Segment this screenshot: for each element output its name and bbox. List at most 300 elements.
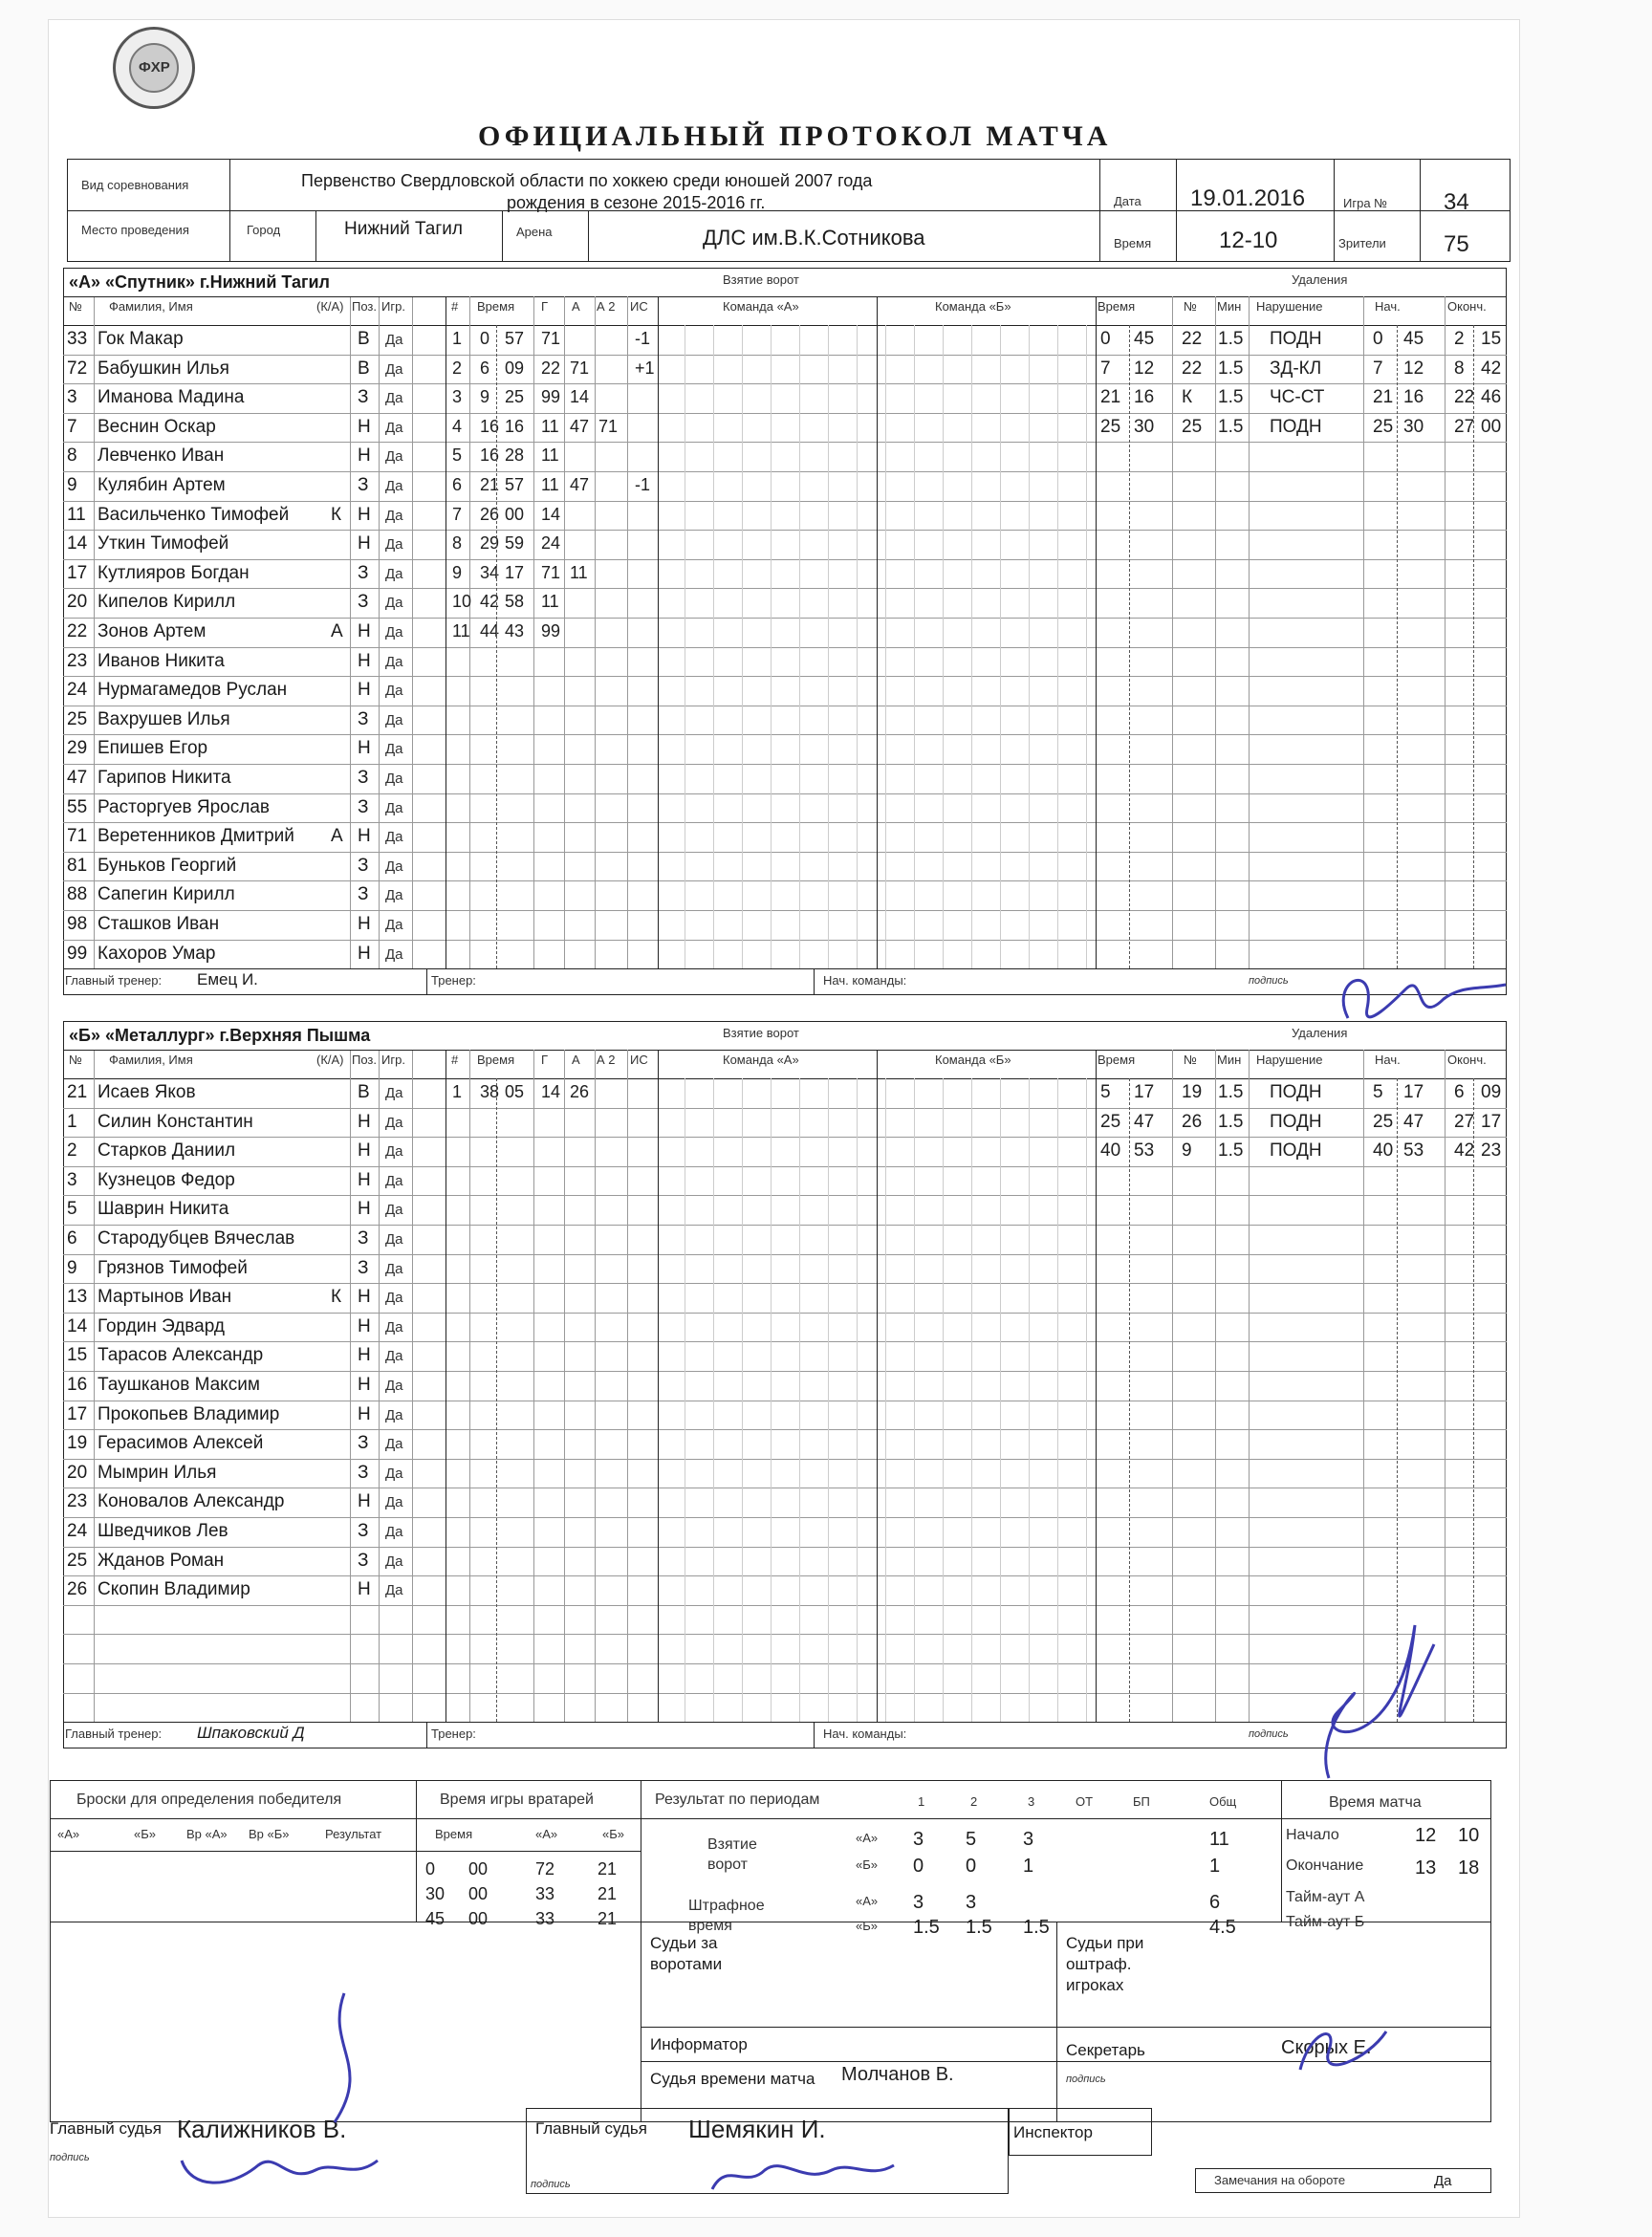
goal-cell: 05 (505, 1082, 525, 1101)
player-name: Епишев Егор (98, 738, 208, 759)
col-play: Игр. (381, 1053, 405, 1067)
player-role: К (331, 1287, 342, 1308)
coach-label: Главный тренер: (65, 973, 163, 988)
time-value: 12-10 (1219, 228, 1278, 253)
player-position: В (358, 1082, 370, 1102)
row-line (63, 1225, 1507, 1226)
grid-cell (1057, 1078, 1058, 1722)
grid-cell (857, 325, 858, 968)
player-name: Кутлияров Богдан (98, 562, 250, 583)
sign-label-sec: подпись (1066, 2074, 1106, 2085)
penalty-cell: 21 (1100, 387, 1121, 408)
goal-cell: 71 (541, 329, 561, 348)
player-name: Старков Даниил (98, 1140, 236, 1162)
penalty-cell: 45 (1403, 329, 1424, 349)
goal-cell: 99 (541, 621, 561, 641)
player-number: 81 (67, 855, 88, 876)
player-played: Да (385, 507, 403, 524)
col-line (1445, 1050, 1446, 1722)
row-line (63, 1371, 1507, 1372)
goal-cell: 58 (505, 592, 525, 612)
player-position: З (358, 1433, 369, 1454)
gk-cell: 45 (425, 1909, 446, 1928)
time-sep (496, 1078, 497, 1722)
player-played: Да (385, 419, 403, 436)
player-position: З (358, 1257, 369, 1278)
goal-cell: -1 (635, 329, 651, 348)
col-line (1096, 296, 1097, 968)
col-line (1096, 1050, 1097, 1722)
penalty-cell: 53 (1403, 1140, 1424, 1162)
player-position: З (358, 387, 369, 408)
line (814, 1722, 815, 1748)
col-line (379, 296, 380, 968)
col-pos: Поз. (352, 299, 377, 314)
penalty-cell: 47 (1134, 1111, 1155, 1132)
grid-cell (1000, 325, 1001, 968)
penalty-cell: 7 (1100, 358, 1111, 379)
goals-title: Взятие ворот (723, 272, 799, 287)
player-number: 3 (67, 387, 77, 408)
grid-cell (1029, 325, 1030, 968)
penalty-cell: 30 (1403, 416, 1424, 437)
period-cell: 4.5 (1209, 1917, 1236, 1938)
penalty-cell: 25 (1182, 416, 1203, 437)
penalty-cell: 27 (1454, 1111, 1475, 1132)
player-played: Да (385, 565, 403, 582)
secretary-signature (1281, 2012, 1396, 2084)
gk-time: Время (435, 1827, 473, 1841)
goal-cell: 00 (505, 504, 525, 524)
row-line (63, 618, 1507, 619)
period-team: «Б» (856, 1857, 878, 1872)
player-name: Бабушкин Илья (98, 358, 229, 379)
col-viol: Нарушение (1256, 299, 1323, 314)
player-name: Сапегин Кирилл (98, 884, 235, 905)
line (446, 1050, 1507, 1051)
grid-cell (828, 325, 829, 968)
arena-label: Арена (516, 225, 553, 239)
player-played: Да (385, 1348, 403, 1365)
goal-cell: +1 (635, 358, 655, 378)
captain-label: Нач. команды: (823, 1727, 907, 1742)
period-cell: 3 (966, 1892, 977, 1913)
player-name: Жданов Роман (98, 1550, 225, 1571)
grid-cell (971, 325, 972, 968)
player-played: Да (385, 1231, 403, 1248)
timekeeper-label: Судья времени матча (650, 2070, 815, 2088)
row-line (63, 501, 1507, 502)
spectators-value: 75 (1444, 231, 1469, 257)
penalty-cell: ЗД-КЛ (1270, 358, 1322, 379)
period-cell: 0 (966, 1856, 977, 1877)
col-ptime: Время (1098, 299, 1136, 314)
penalty-cell: 27 (1454, 416, 1475, 437)
period-1: 1 (918, 1794, 925, 1809)
row-line (63, 413, 1507, 414)
penalty-cell: 16 (1134, 387, 1155, 408)
player-number: 13 (67, 1287, 88, 1308)
goal-cell: 16 (505, 416, 525, 436)
player-name: Веретенников Дмитрий (98, 826, 294, 847)
player-played: Да (385, 1436, 403, 1453)
player-name: Кузнецов Федор (98, 1169, 235, 1190)
date-value: 19.01.2016 (1190, 185, 1306, 211)
penalty-cell: 1.5 (1218, 1140, 1244, 1162)
col-num: № (69, 299, 82, 314)
row-line (63, 676, 1507, 677)
inspector-label: Инспектор (1013, 2123, 1093, 2141)
col-end: Оконч. (1447, 1053, 1487, 1067)
player-played: Да (385, 536, 403, 554)
gk-cell: 72 (535, 1859, 555, 1879)
player-played: Да (385, 711, 403, 728)
goal-cell: 26 (480, 504, 500, 524)
grid-cell (799, 1078, 800, 1722)
gk-a: «А» (535, 1827, 558, 1841)
fhr-logo (113, 27, 195, 109)
col-start: Нач. (1375, 299, 1401, 314)
goal-cell: 1 (452, 1082, 463, 1101)
place-label: Место проведения (81, 223, 189, 237)
period-cell: 0 (913, 1856, 924, 1877)
comp-label: Вид соревнования (81, 178, 189, 192)
player-number: 21 (67, 1082, 88, 1102)
grid-cell (1086, 325, 1087, 968)
player-name: Кахоров Умар (98, 943, 216, 964)
penalty-cell: 1.5 (1218, 1082, 1244, 1102)
goal-cell: 99 (541, 387, 561, 407)
line (63, 1050, 446, 1051)
line (63, 325, 1507, 326)
gk-cell: 21 (598, 1859, 618, 1879)
row-line (63, 1108, 1507, 1109)
line (426, 1722, 427, 1748)
player-position: Н (358, 621, 371, 641)
player-position: Н (358, 1375, 371, 1395)
col-line (379, 1050, 380, 1722)
goal-cell: 57 (505, 329, 525, 348)
col-a2: А 2 (597, 1053, 616, 1067)
player-name: Гордин Эдвард (98, 1315, 225, 1336)
period-ot: ОТ (1076, 1794, 1094, 1809)
player-name: Шаврин Никита (98, 1199, 229, 1220)
city-value: Нижний Тагил (344, 219, 463, 239)
coach-b-signature (1272, 1606, 1444, 1797)
period-cell: 3 (913, 1829, 924, 1850)
penalty-cell: 15 (1481, 329, 1502, 349)
col-a: А (572, 299, 580, 314)
period-cell: 11 (1209, 1829, 1229, 1850)
row-line (63, 1313, 1507, 1314)
row-line (63, 793, 1507, 794)
player-position: Н (358, 826, 371, 847)
goal-cell: 71 (541, 562, 561, 582)
col-pmin: Мин (1217, 299, 1242, 314)
penalty-cell: 7 (1373, 358, 1383, 379)
trainer-label: Тренер: (431, 973, 476, 988)
goal-cell: 21 (480, 475, 500, 494)
penalty-cell: 23 (1481, 1140, 1502, 1162)
ref2-sign-label: подпись (531, 2179, 571, 2190)
period-cell: 1 (1209, 1856, 1221, 1877)
player-position: Н (358, 533, 371, 554)
player-played: Да (385, 1085, 403, 1101)
col-line (658, 1050, 659, 1722)
player-played: Да (385, 1143, 403, 1161)
grid-cell (742, 325, 743, 968)
penalty-cell: 22 (1182, 329, 1203, 349)
line (446, 296, 1507, 297)
informer-label: Информатор (650, 2035, 748, 2053)
player-number: 14 (67, 1315, 88, 1336)
player-position: З (358, 1462, 369, 1483)
row-line (63, 1459, 1507, 1460)
player-position: З (358, 855, 369, 876)
gk-cell: 00 (468, 1909, 489, 1928)
row-line (63, 968, 1507, 969)
goal-cell: 26 (570, 1082, 590, 1101)
player-number: 7 (67, 416, 77, 437)
col-end: Оконч. (1447, 299, 1487, 314)
row-line (63, 1137, 1507, 1138)
player-name: Сташков Иван (98, 914, 220, 934)
periods-title: Результат по периодам (655, 1792, 820, 1808)
end-m: 18 (1458, 1857, 1480, 1879)
goal-cell: 1 (452, 329, 463, 348)
player-number: 8 (67, 445, 77, 467)
player-position: Н (358, 680, 371, 701)
col-line (1363, 296, 1364, 968)
player-name: Веснин Оскар (98, 416, 216, 437)
player-played: Да (385, 799, 403, 816)
penalty-cell: 42 (1454, 1140, 1475, 1162)
grid-cell (771, 1078, 772, 1722)
row-line (63, 880, 1507, 881)
player-name: Тарасов Александр (98, 1345, 264, 1366)
grid-cell (914, 1078, 915, 1722)
grid-cell (713, 1078, 714, 1722)
player-name: Мартынов Иван (98, 1287, 232, 1308)
gk-cell: 00 (468, 1884, 489, 1903)
timekeeper-name: Молчанов В. (841, 2064, 954, 2085)
row-line (63, 471, 1507, 472)
penalty-cell: 1.5 (1218, 387, 1244, 408)
col-ka: (К/А) (316, 299, 344, 314)
goal-cell: 71 (598, 416, 619, 436)
sign-label: подпись (1249, 975, 1289, 988)
player-number: 11 (67, 504, 86, 525)
player-number: 29 (67, 738, 88, 759)
player-played: Да (385, 1318, 403, 1336)
penalty-cell: 1.5 (1218, 329, 1244, 349)
goal-cell: 29 (480, 533, 500, 554)
penalty-cell: К (1182, 387, 1193, 408)
col-line (564, 1050, 565, 1722)
player-played: Да (385, 624, 403, 641)
row-line (63, 1429, 1507, 1430)
grid-cell (799, 325, 800, 968)
shootout-title: Броски для определения победителя (76, 1792, 342, 1808)
col-line (627, 1050, 628, 1722)
player-number: 16 (67, 1375, 88, 1395)
start-h: 12 (1415, 1825, 1437, 1846)
gk-b: «Б» (602, 1827, 624, 1841)
city-label: Город (247, 223, 281, 237)
player-position: З (358, 796, 369, 817)
pen-sep (1129, 325, 1130, 968)
player-number: 25 (67, 708, 88, 729)
period-3: 3 (1028, 1794, 1035, 1809)
row-line (63, 1575, 1507, 1576)
player-name: Прокопьев Владимир (98, 1403, 280, 1424)
player-played: Да (385, 360, 403, 378)
pen-label: Штрафное время (688, 1898, 765, 1934)
player-name: Васильченко Тимофей (98, 504, 290, 525)
player-played: Да (385, 917, 403, 933)
penalty-cell: 22 (1454, 387, 1475, 408)
penalty-cell: 53 (1134, 1140, 1155, 1162)
col-line (1172, 296, 1173, 968)
col-pos: Поз. (352, 1053, 377, 1067)
player-position: Н (358, 943, 371, 964)
row-line (63, 1283, 1507, 1284)
ref2-signature (707, 2151, 899, 2199)
player-position: З (358, 1550, 369, 1571)
player-name: Таушканов Максим (98, 1375, 260, 1395)
player-name: Исаев Яков (98, 1082, 196, 1102)
player-played: Да (385, 595, 403, 612)
game-label: Игра № (1343, 196, 1388, 210)
period-cell: 3 (913, 1892, 924, 1913)
goals-title: Взятие ворот (723, 1026, 799, 1040)
goal-cell: 7 (452, 504, 463, 524)
team-title: «Б» «Металлург» г.Верхняя Пышма (69, 1026, 371, 1045)
penalty-cell: 17 (1481, 1111, 1502, 1132)
player-position: З (358, 768, 369, 788)
player-number: 22 (67, 621, 88, 641)
col-name: Фамилия, Имя (109, 1053, 193, 1067)
player-played: Да (385, 1553, 403, 1570)
player-position: Н (358, 1403, 371, 1424)
page-title: ОФИЦИАЛЬНЫЙ ПРОТОКОЛ МАТЧА (478, 120, 1112, 152)
player-position: В (358, 329, 370, 349)
col-line (469, 1050, 470, 1722)
goal-cell: -1 (635, 475, 651, 494)
coach-a-signature (1319, 942, 1511, 1047)
goal-cell: 14 (541, 504, 561, 524)
player-name: Зонов Артем (98, 621, 206, 641)
row-line (63, 1547, 1507, 1548)
col-line (94, 296, 95, 968)
pens-title: Удаления (1292, 272, 1348, 287)
period-total: Общ (1209, 1794, 1237, 1809)
period-team: «А» (856, 1831, 879, 1845)
player-role: К (331, 504, 342, 525)
player-position: З (358, 562, 369, 583)
penalty-cell: 22 (1182, 358, 1203, 379)
penalty-cell: 5 (1373, 1082, 1383, 1102)
player-played: Да (385, 1582, 403, 1599)
start-label: Начало (1286, 1827, 1339, 1843)
goal-cell: 16 (480, 445, 500, 466)
penalty-cell: 40 (1100, 1140, 1121, 1162)
goal-cell: 71 (570, 358, 590, 378)
player-played: Да (385, 1290, 403, 1307)
player-position: Н (358, 738, 371, 759)
col-line (533, 296, 534, 968)
goal-cell: 14 (570, 387, 590, 407)
col-gn: # (451, 299, 459, 314)
player-played: Да (385, 1494, 403, 1511)
player-name: Грязнов Тимофей (98, 1257, 248, 1278)
goal-cell: 44 (480, 621, 500, 641)
gk-cell: 21 (598, 1884, 618, 1903)
player-name: Иванов Никита (98, 650, 225, 671)
player-name: Гок Макар (98, 329, 184, 349)
goal-cell: 6 (480, 358, 490, 378)
team-title: «А» «Спутник» г.Нижний Тагил (69, 272, 330, 292)
col-gtime: Время (477, 1053, 515, 1067)
col-start: Нач. (1375, 1053, 1401, 1067)
goal-cell: 5 (452, 445, 463, 466)
col-line (1445, 296, 1446, 968)
player-number: 2 (67, 1140, 77, 1162)
penalty-cell: 1.5 (1218, 416, 1244, 437)
goal-cell: 17 (505, 562, 525, 582)
col-teamA: Команда «А» (723, 1053, 799, 1067)
penalty-cell: 26 (1182, 1111, 1203, 1132)
time-label: Время (1114, 236, 1152, 250)
player-position: Н (358, 650, 371, 671)
player-number: 17 (67, 562, 88, 583)
player-position: Н (358, 504, 371, 525)
col-gn: # (451, 1053, 459, 1067)
period-bp: БП (1133, 1794, 1150, 1809)
goal-cell: 11 (541, 445, 559, 466)
player-position: З (358, 708, 369, 729)
player-position: Н (358, 1491, 371, 1512)
ref1-name: Калижников В. (177, 2115, 347, 2143)
player-number: 20 (67, 592, 88, 613)
row-line (63, 530, 1507, 531)
col-line (350, 1050, 351, 1722)
player-number: 9 (67, 1257, 77, 1278)
period-cell: 5 (966, 1829, 977, 1850)
player-position: З (358, 1228, 369, 1249)
penalty-cell: 46 (1481, 387, 1502, 408)
grid-cell (771, 325, 772, 968)
player-position: Н (358, 1199, 371, 1220)
ref1-signature (172, 2132, 382, 2199)
player-position: Н (358, 914, 371, 934)
player-played: Да (385, 1465, 403, 1482)
period-team: «А» (856, 1894, 879, 1908)
goal-cell: 22 (541, 358, 561, 378)
row-line (63, 940, 1507, 941)
player-played: Да (385, 945, 403, 963)
col-pmin: Мин (1217, 1053, 1242, 1067)
end-label: Окончание (1286, 1857, 1364, 1874)
col-line (94, 1050, 95, 1722)
ref2-label: Главный судья (535, 2119, 647, 2138)
player-number: 25 (67, 1550, 88, 1571)
goal-cell: 10 (452, 592, 472, 612)
goals-label: Взятие ворот (707, 1836, 757, 1873)
col-line (1215, 296, 1216, 968)
player-played: Да (385, 448, 403, 466)
row-line (63, 852, 1507, 853)
